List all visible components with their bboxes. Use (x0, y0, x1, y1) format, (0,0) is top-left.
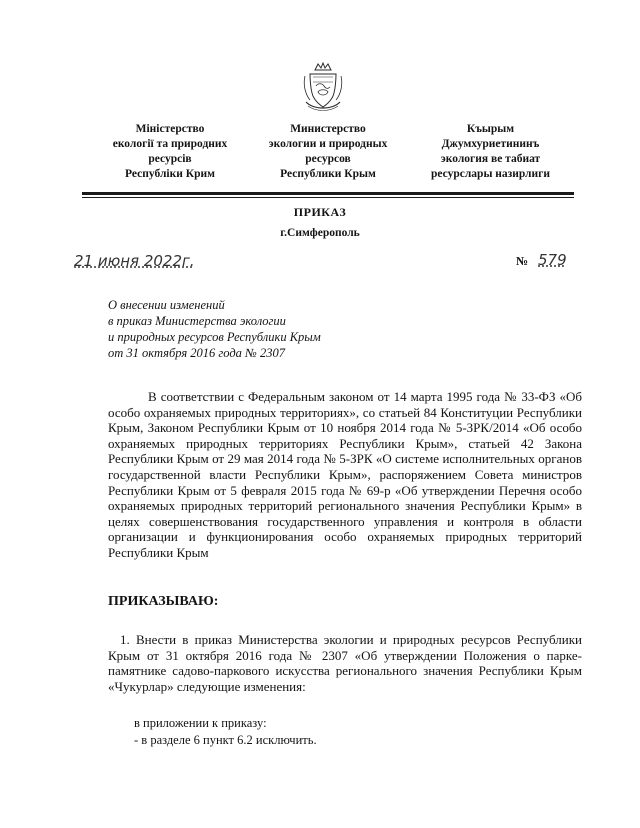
ministry-crh-line: Джумхуриетининъ (441, 138, 540, 150)
preamble-paragraph: В соответствии с Федеральным законом от 14 марта 1995 года № 33-ФЗ «Об особо охраняемых природных территориях», со статьей 84 Конституции Республики Крым, Законом Республики Крым от 10 ноября 2014 года № 5-ЗРК/2014 «Об особо охраняемых природных территориях Республики Крым», статьей 42 Закона Республики Крым от 29 мая 2014 года № 5-ЗРК «О системе исполнительных органов государственной власти Республики Крым», распоряжением Совета министров Республики Крым от 5 февраля 2015 года № 69-р «Об утверждении Перечня особо охраняемых природных территорий регионального значения Республики Крым» в целях совершенствования государственного управления и контроля в области организации и функционирования особо охраняемых природных территорий Республики Крым (108, 389, 582, 560)
ministry-name-russian (258, 122, 398, 182)
order-number-handwritten: 579 (538, 251, 567, 269)
subject-line: и природных ресурсов Республики Крым (108, 330, 321, 344)
ministry-ru-line: экологии и природных (268, 138, 388, 150)
ministry-crh-line: ресурслары назирлиги (431, 168, 550, 180)
order-item-1 (108, 632, 582, 694)
order-item-1-text: 1. Внести в приказ Министерства экологии и природных ресурсов Республики Крым от 31 октября 2016 года № 2307 «Об утверждении Положения о парке-памятнике садово-паркового искусства регионального значения Республики Крым «Чукурлар» следующие изменения: (108, 632, 582, 694)
order-number-label: № (516, 254, 529, 268)
ministry-ua-line: Міністерство (135, 123, 205, 135)
order-date-handwritten: 21 июня 2022г. (74, 252, 195, 270)
ministry-ua-line: екології та природних (112, 138, 228, 150)
subject-line: от 31 октября 2016 года № 2307 (108, 346, 285, 360)
subject-line: в приказ Министерства экологии (108, 314, 286, 328)
ministry-ru-line: ресурсов (305, 153, 351, 165)
order-title: ПРИКАЗ (293, 205, 347, 219)
ministry-ru-line: Республики Крым (280, 168, 376, 180)
ministry-name-ukrainian (100, 122, 240, 182)
order-command: ПРИКАЗЫВАЮ: (108, 594, 219, 609)
ministry-name-crimean-tatar (408, 122, 573, 182)
annex-intro: в приложении к приказу: (134, 716, 267, 730)
annex-change: - в разделе 6 пункт 6.2 исключить. (134, 733, 317, 747)
subject-line: О внесении изменений (108, 298, 225, 312)
coat-of-arms-icon (302, 62, 344, 112)
ministry-crh-line: Къырым (466, 123, 515, 135)
ministry-ru-line: Министерство (290, 123, 366, 135)
ministry-ua-line: ресурсів (148, 153, 192, 165)
preamble (108, 389, 582, 561)
header-divider-thin (82, 197, 574, 198)
order-city: г.Симферополь (280, 227, 360, 239)
order-subject (108, 297, 408, 361)
ministry-ua-line: Республіки Крим (125, 168, 215, 180)
header-divider-thick (82, 192, 574, 195)
ministry-crh-line: экология ве табиат (440, 153, 541, 165)
